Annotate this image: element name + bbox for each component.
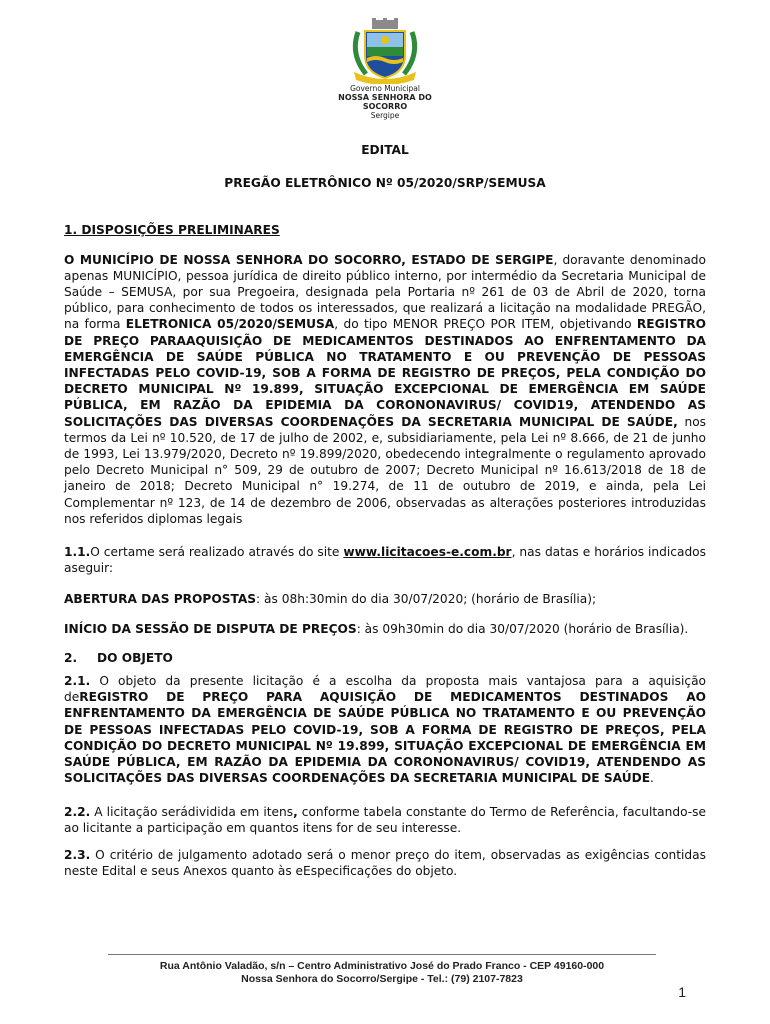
- p21-object: REGISTRO DE PREÇO PARA AQUISIÇÃO DE MEDICAMENTOS DESTINADOS AO ENFRENTAMENTO DA EMERGÊNCIA DE SAÚDE PÚBLICA NO TRATAMENTO E OU PREVENÇÃO DE PESSOAS INFECTADAS PELO COVID-19, SOB A FORMA DE REGISTRO DE PREÇOS, PELA CONDIÇÃO DO DECRETO MUNICIPAL Nº 19.899, SITUAÇÃO EXCEPCIONAL DE EMERGÊNCIA EM SAÚDE PÚBLICA, EM RAZÃO DA EPIDEMIA DA CORONONAVIRUS/ COVID19, ATENDENDO AS SOLICITAÇÕES DAS DIVERSAS COORDENAÇÕES DA SECRETARIA MUNICIPAL DE SAÚDE: [64, 690, 706, 786]
- footer-contact: Nossa Senhora do Socorro/Sergipe - Tel.: (79) 2107-7823: [241, 973, 523, 985]
- p1-text-d: , do tipo MENOR PREÇO POR ITEM, objetivando: [334, 317, 637, 332]
- paragraph-2-1: [64, 673, 706, 786]
- footer-address: Rua Antônio Valadão, s/n – Centro Administrativo José do Prado Franco - CEP 49160-000: [159, 960, 605, 972]
- section-2-title: [64, 650, 706, 666]
- section-2-label: DO OBJETO: [97, 650, 173, 665]
- p21-text-a: O objeto da presente licitação é a escolha da proposta mais vantajosa para a aquisição de: [64, 674, 706, 705]
- inicio-label: INÍCIO DA SESSÃO DE DISPUTA DE PREÇOS: [64, 621, 357, 636]
- abertura-line: [64, 591, 706, 607]
- paragraph-2-3: [64, 847, 706, 879]
- p21-number: 2.1.: [64, 674, 91, 689]
- p22-number: 2.2.: [64, 804, 91, 819]
- p23-text-a: O critério de julgamento adotado será o menor preço do item, observadas as exigências contidas neste Edital e seus Anexos quanto às eEspecificações do objeto.: [64, 847, 706, 879]
- inicio-text: : às 09h30min do dia 30/07/2020 (horário de Brasília).: [356, 621, 689, 636]
- paragraph-2-2: [64, 804, 706, 836]
- municipality-name: O MUNICÍPIO DE NOSSA SENHORA DO SOCORRO, ESTADO DE SERGIPE: [64, 252, 554, 267]
- abertura-label: ABERTURA DAS PROPOSTAS: [64, 592, 257, 607]
- p22-comma: ,: [293, 804, 298, 819]
- paragraph-1: [64, 252, 706, 527]
- p11-number: 1.1.: [64, 545, 91, 560]
- state-label: Sergipe: [370, 111, 400, 120]
- coat-of-arms-icon: [348, 18, 422, 84]
- p11-text-b: , nas datas e horários indicados aseguir:: [64, 545, 706, 576]
- page-footer: [108, 954, 656, 986]
- p22-text-a: A licitação serádividida em itens: [90, 804, 294, 819]
- doc-subtitle: PREGÃO ELETRÔNICO Nº 05/2020/SRP/SEMUSA: [224, 176, 546, 191]
- city-label: NOSSA SENHORA DO SOCORRO: [338, 93, 432, 111]
- section-2-number: 2.: [64, 650, 78, 665]
- abertura-text: : às 08h:30min do dia 30/07/2020; (horário de Brasília);: [256, 592, 597, 607]
- p23-number: 2.3.: [64, 847, 91, 862]
- p1-text-f: nos termos da Lei nº 10.520, de 17 de julho de 2002, e, subsidiariamente, pela Lei nº 8.666, de 21 de junho de 1993, Lei 13.979/2020, Decreto nº 19.899/2020, obedecendo integralmente o regulamento aprovado pelo Decreto Municipal n° 509, 29 de outubro de 2007; Decreto Municipal nº 16.613/2018 de 18 de janeiro de 2018; Decreto Municipal n° 19.274, de 11 de outubro de 2019, e ainda, pela Lei Complementar nº 123, de 14 de dezembro de 2006, observadas as alterações posteriores introduzidas nos referidos diplomas legais: [64, 414, 707, 526]
- p11-text-a: O certame será realizado através do site: [90, 545, 344, 560]
- inicio-line: [64, 621, 706, 637]
- p1-object: REGISTRO DE PREÇO PARAAQUISIÇÃO DE MEDICAMENTOS DESTINADOS AO ENFRENTAMENTO DA EMERGÊNCIA DE SAÚDE PÚBLICA NO TRATAMENTO E OU PREVENÇÃO DE PESSOAS INFECTADAS PELO COVID-19, SOB A FORMA DE REGISTRO DE PREÇOS, PELA CONDIÇÃO DO DECRETO MUNICIPAL Nº 19.899, SITUAÇÃO EXCEPCIONAL DE EMERGÊNCIA EM SAÚDE PÚBLICA, EM RAZÃO DA EPIDEMIA DA CORONONAVIRUS/ COVID19, ATENDENDO AS SOLICITAÇÕES DAS DIVERSAS COORDENAÇÕES DA SECRETARIA MUNICIPAL DE SAÚDE,: [64, 317, 707, 429]
- site-link[interactable]: www.licitacoes-e.com.br: [343, 545, 512, 560]
- p1-text-b: , doravante denominado apenas MUNICÍPIO, pessoa jurídica de direito público interno, por intermédio da Secretaria Municipal de Saúde – SEMUSA, por sua Pregoeira, designada pela Portaria nº 261 de 03 de Abril de 2020, torna público, para conhecimento de todos os interessados, que realizará a licitação na modalidade PREGÃO, na forma: [64, 252, 706, 332]
- gov-label: Governo Municipal: [350, 84, 420, 93]
- municipal-logo: [320, 18, 450, 122]
- page-number: 1: [678, 984, 686, 1000]
- pregao-id: ELETRONICA 05/2020/SEMUSA: [125, 317, 335, 332]
- paragraph-1-1: [64, 544, 706, 576]
- section-1-title: 1. DISPOSIÇÕES PRELIMINARES: [64, 223, 280, 238]
- doc-title: EDITAL: [361, 143, 409, 157]
- p21-text-c: .: [650, 771, 654, 786]
- p22-text-b: conforme tabela constante do Termo de Referência, facultando-se ao licitante a participação em quantos itens for de seu interesse.: [64, 804, 707, 835]
- document-body: [64, 140, 706, 879]
